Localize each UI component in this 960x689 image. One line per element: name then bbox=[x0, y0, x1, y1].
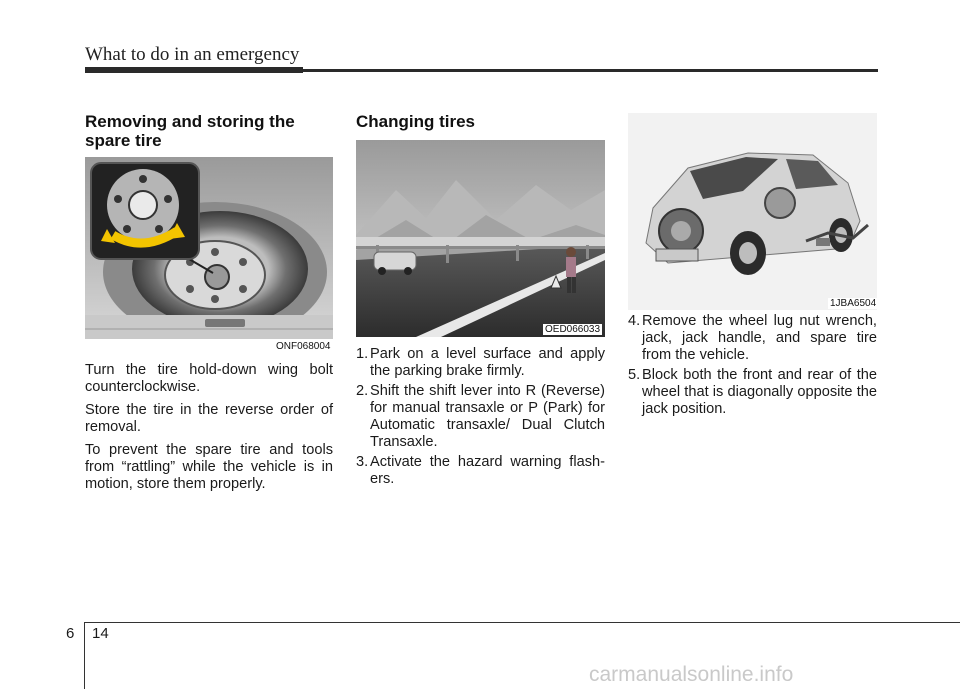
list-item: 3. Activate the hazard warning flash-ers. bbox=[356, 454, 605, 487]
car-jack-illustration bbox=[628, 113, 877, 310]
list-item: 4. Remove the wheel lug nut wrench, jack, jack handle, and spare tire from the vehicle. bbox=[628, 313, 877, 363]
page-number: 14 bbox=[92, 625, 109, 642]
figure-code: 1JBA6504 bbox=[830, 298, 877, 309]
watermark: carmanualsonline.info bbox=[589, 663, 794, 686]
page-header-title: What to do in an emergency bbox=[85, 44, 300, 65]
footer-divider bbox=[84, 622, 85, 689]
figure-car-jack bbox=[628, 113, 877, 310]
roadside-illustration bbox=[356, 140, 605, 337]
changing-tires-steps bbox=[356, 346, 605, 491]
list-item: 5. Block both the front and rear of the wheel that is diagonally opposite the jack position. bbox=[628, 367, 877, 417]
spare-tire-instructions: Turn the tire hold-down wing bolt counterclockwise. Store the tire in the reverse order of removal. To prevent the spare tire and tools from “rattling” while the vehicle is in motion, store them properly. bbox=[85, 362, 333, 492]
list-item: 2. Shift the shift lever into R (Reverse) for manual transaxle or P (Park) for Automatic transaxle/ Dual Clutch Transaxle. bbox=[356, 383, 605, 450]
section-heading-spare-tire: Removing and storing the spare tire bbox=[85, 112, 295, 150]
changing-tires-steps-continued bbox=[628, 313, 877, 421]
section-heading-changing-tires: Changing tires bbox=[356, 112, 476, 131]
figure-code: ONF068004 bbox=[276, 341, 331, 352]
chapter-number: 6 bbox=[66, 625, 75, 642]
figure-spare-tire bbox=[85, 157, 333, 339]
spare-tire-illustration bbox=[85, 157, 333, 339]
figure-code: OED066033 bbox=[545, 324, 601, 335]
figure-roadside bbox=[356, 140, 605, 337]
header-rule-accent bbox=[85, 67, 303, 73]
footer-rule bbox=[84, 622, 960, 623]
list-item: 1. Park on a level surface and apply the parking brake firmly. bbox=[356, 346, 605, 379]
